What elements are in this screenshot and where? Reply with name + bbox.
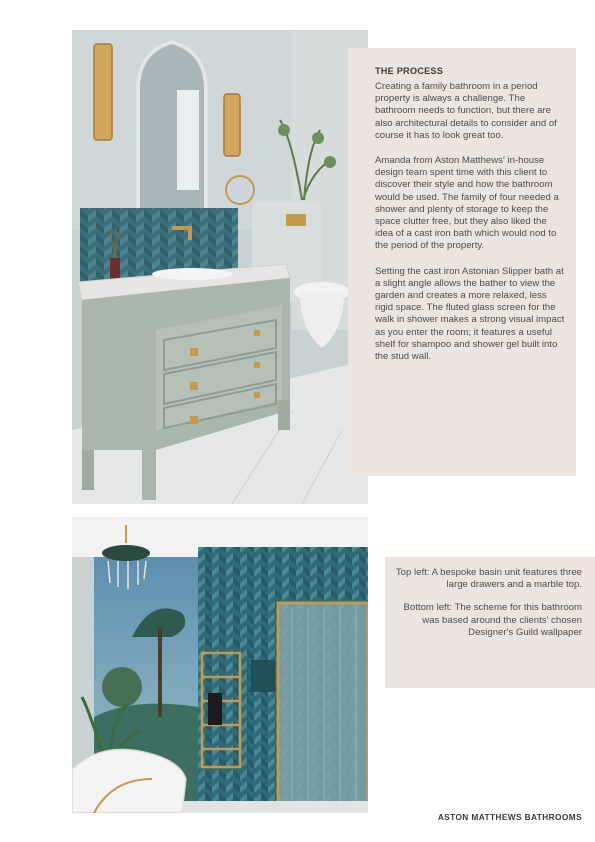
process-paragraph-2: Amanda from Aston Matthews' in-house design team spent time with this client to discover their style and how the bathroom would be used. The family of four needed a shower and plenty of storage to keep the space clutter free, but they also liked the idea of a cast iron bath which would nod to the period of the property.: [375, 155, 559, 252]
caption-top-left: Top left: A bespoke basin unit features three large drawers and a marble top.: [395, 567, 582, 591]
process-text-panel: [348, 48, 576, 476]
process-paragraph-3: Setting the cast iron Astonian Slipper bath at a slight angle allows the bather to view the garden and creates a more relaxed, less rigid space. The fluted glass screen for the walk in shower makes a strong visual impact as you enter the room; it features a useful shelf for shampoo and shower gel built into the stud wall.: [375, 265, 565, 363]
basin-unit-illustration: [72, 30, 368, 504]
process-heading: THE PROCESS: [375, 66, 444, 76]
caption-bottom-left: Bottom left: The scheme for this bathroom was based around the clients' chosen Designer's Guild wallpaper: [403, 602, 582, 638]
wallpaper-bathroom-illustration: [72, 517, 368, 813]
process-paragraph-1: Creating a family bathroom in a period property is always a challenge. The bathroom needs to function, but there are also architectural details to consider and of course it has to look great too.: [375, 81, 557, 141]
basin-unit-photo: [72, 30, 368, 504]
caption-panel: [385, 557, 595, 688]
wallpaper-bathroom-photo: [72, 517, 368, 813]
footer-brand: ASTON MATTHEWS BATHROOMS: [437, 812, 582, 822]
